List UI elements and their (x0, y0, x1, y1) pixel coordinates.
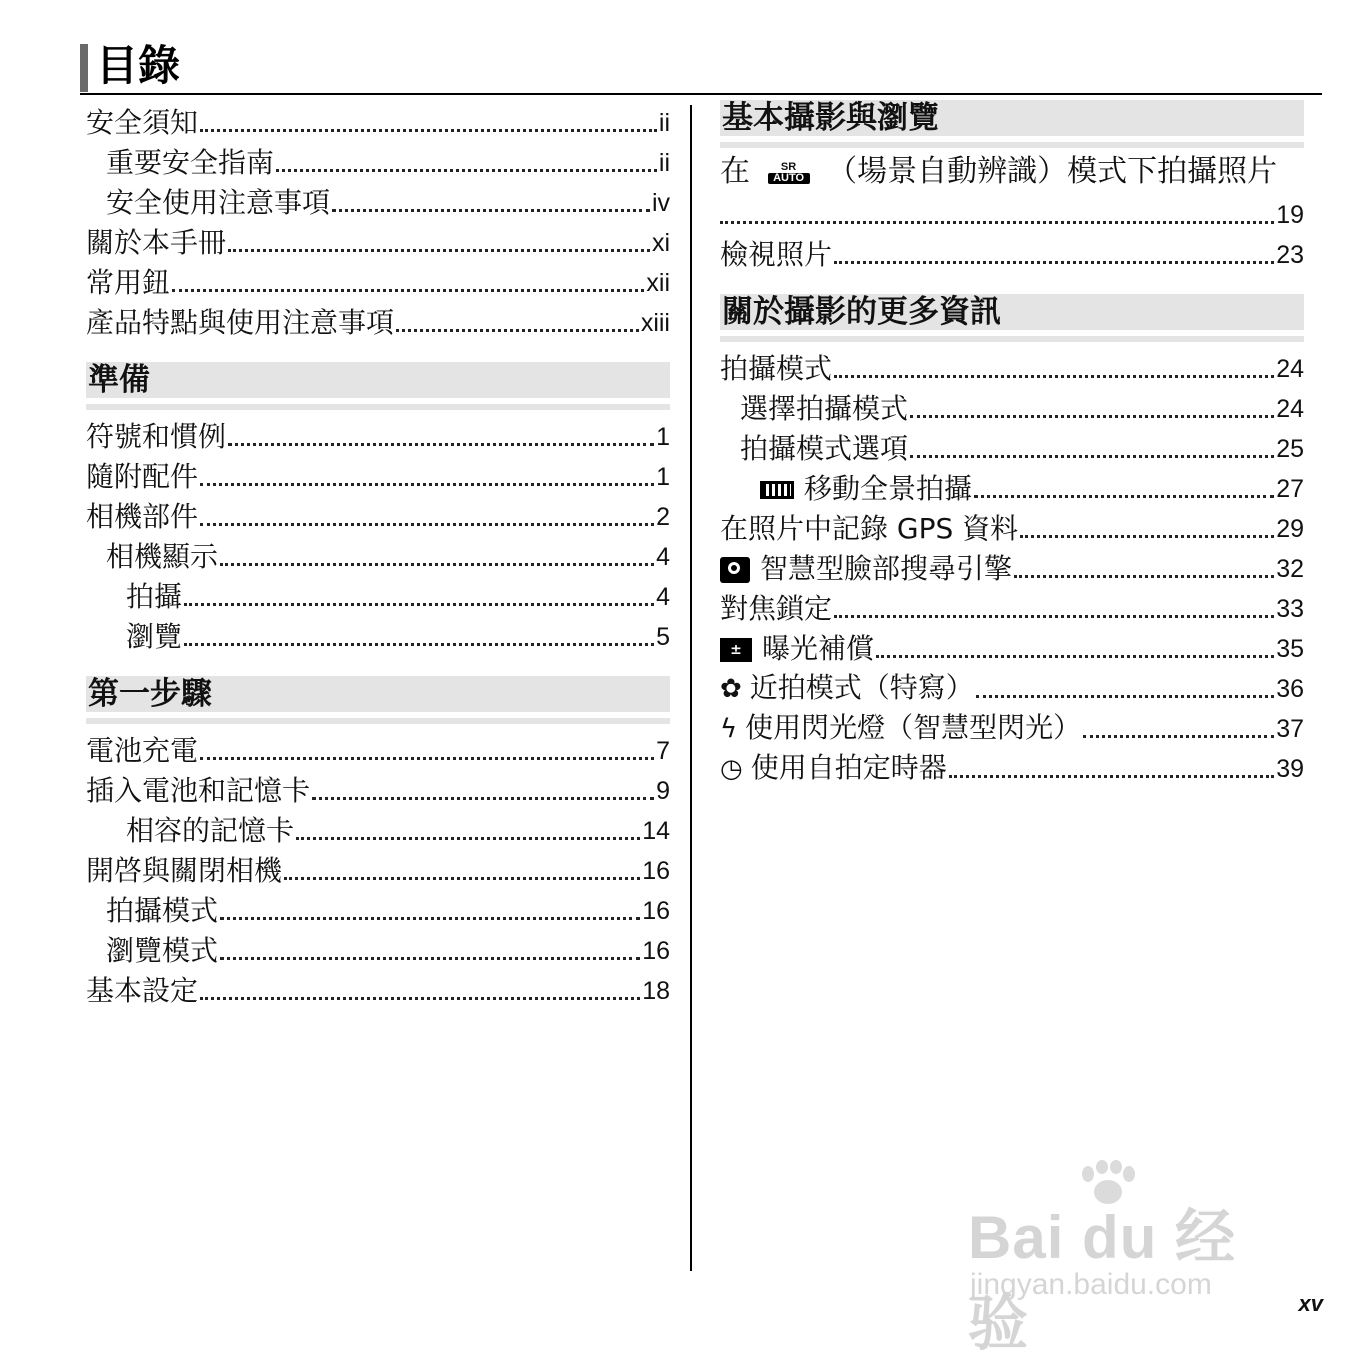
section-heading-first-steps: 第一步驟 (86, 676, 670, 718)
leader-dots (200, 483, 654, 486)
leader-dots (284, 877, 640, 880)
leader-dots (910, 455, 1274, 458)
entry-label: 拍攝 (126, 580, 183, 613)
leader-dots (276, 169, 657, 172)
entry-page: 35 (1276, 635, 1304, 663)
toc-entry[interactable] (86, 494, 670, 534)
leader-dots (876, 655, 1274, 658)
entry-page: xiii (640, 309, 670, 337)
toc-entry[interactable] (86, 260, 670, 300)
spacer (86, 654, 670, 676)
flash-icon: ϟ (720, 714, 738, 744)
entry-page: 16 (642, 857, 670, 885)
entry-page: iv (651, 189, 670, 217)
toc-entry[interactable] (86, 100, 670, 140)
leader-dots (200, 997, 640, 1000)
watermark-text: Bai du 经验 (968, 1204, 1237, 1357)
entry-label: 瀏覽模式 (106, 934, 219, 967)
right-column (720, 100, 1304, 786)
entry-page: 16 (642, 937, 670, 965)
toc-entry[interactable] (86, 808, 670, 848)
entry-label: 安全須知 (86, 106, 199, 139)
toc-entry[interactable] (86, 728, 670, 768)
toc-entry[interactable] (86, 768, 670, 808)
page-title: 目錄 (96, 41, 181, 90)
watermark (968, 1160, 1288, 1357)
leader-dots (834, 375, 1274, 378)
entry-page: 18 (642, 977, 670, 1005)
entry-page: 36 (1276, 675, 1304, 703)
macro-flower-icon: ✿ (720, 674, 742, 704)
entry-label: 在照片中記錄 GPS 資料 (720, 512, 1019, 545)
entry-page: xii (646, 269, 670, 297)
toc-entry[interactable] (720, 706, 1304, 746)
spacer (86, 340, 670, 362)
entry-label: 相機部件 (86, 500, 199, 533)
entry-label: 拍攝模式 (720, 352, 833, 385)
column-divider (690, 105, 692, 1271)
entry-label: 安全使用注意事項 (106, 186, 331, 219)
leader-dots (332, 209, 650, 212)
leader-dots (200, 129, 657, 132)
toc-entry[interactable] (86, 414, 670, 454)
toc-group-prep (86, 414, 670, 654)
entry-page: xi (651, 229, 670, 257)
toc-group-first-steps (86, 728, 670, 1008)
entry-page: 24 (1276, 355, 1304, 383)
section-heading-basic: 基本攝影與瀏覽 (720, 100, 1304, 142)
toc-entry[interactable] (720, 346, 1304, 386)
leader-dots (976, 695, 1274, 698)
exposure-compensation-icon: ± (720, 638, 752, 662)
toc-entry[interactable] (86, 614, 670, 654)
entry-page: ii (658, 109, 670, 137)
entry-label: 對焦鎖定 (720, 592, 833, 625)
entry-label: 重要安全指南 (106, 146, 275, 179)
leader-dots (834, 261, 1274, 264)
entry-label: ϟ 使用閃光燈（智慧型閃光） (720, 711, 1082, 744)
entry-label: 移動全景拍攝 (760, 472, 972, 506)
title-accent-bar (80, 44, 88, 92)
entry-page: 19 (1276, 201, 1304, 229)
entry-label: 瀏覽 (126, 620, 183, 653)
toc-entry[interactable] (86, 574, 670, 614)
entry-page: ii (658, 149, 670, 177)
toc-entry[interactable] (720, 546, 1304, 586)
toc-entry[interactable] (720, 386, 1304, 426)
leader-dots (184, 643, 654, 646)
toc-entry[interactable] (720, 626, 1304, 666)
leader-dots (720, 221, 1274, 224)
toc-entry[interactable] (86, 220, 670, 260)
toc-entry[interactable] (720, 746, 1304, 786)
self-timer-icon: ◷ (720, 754, 743, 784)
leader-dots (220, 957, 640, 960)
toc-entry[interactable] (86, 534, 670, 574)
leader-dots (172, 289, 644, 292)
entry-page: 4 (656, 543, 670, 571)
spacer (720, 272, 1304, 294)
toc-entry[interactable] (720, 426, 1304, 466)
leader-dots (949, 775, 1274, 778)
leader-dots (296, 837, 640, 840)
entry-label: 符號和慣例 (86, 420, 227, 453)
entry-label: 基本設定 (86, 974, 199, 1007)
leader-dots (312, 797, 654, 800)
entry-page: 14 (642, 817, 670, 845)
entry-label: 隨附配件 (86, 460, 199, 493)
entry-page: 24 (1276, 395, 1304, 423)
title-rule (80, 93, 1322, 95)
toc-entry[interactable] (86, 300, 670, 340)
page-number: xv (1298, 1291, 1323, 1316)
entry-label: 關於本手冊 (86, 226, 227, 259)
toc-entry[interactable] (720, 232, 1304, 272)
entry-page: 1 (656, 463, 670, 491)
leader-dots (184, 603, 654, 606)
entry-label-prefix: 在 (720, 154, 750, 189)
toc-group-top (86, 100, 670, 340)
entry-page: 16 (642, 897, 670, 925)
entry-page: 37 (1276, 715, 1304, 743)
leader-dots (1020, 535, 1274, 538)
entry-label: 開啓與關閉相機 (86, 854, 283, 887)
entry-label: ◷ 使用自拍定時器 (720, 751, 947, 784)
entry-label: 智慧型臉部搜尋引擎 (720, 552, 1012, 586)
leader-dots (834, 615, 1274, 618)
entry-page: 5 (656, 623, 670, 651)
toc-group-basic (720, 232, 1304, 272)
leader-dots (396, 329, 639, 332)
sr-auto-icon: SR AUTO (768, 162, 810, 184)
toc-entry[interactable] (720, 466, 1304, 506)
entry-label: 拍攝模式選項 (740, 432, 909, 465)
leader-dots (974, 495, 1274, 498)
leader-dots (220, 563, 654, 566)
entry-label: 選擇拍攝模式 (740, 392, 909, 425)
section-heading-more: 關於攝影的更多資訊 (720, 294, 1304, 336)
entry-page: 29 (1276, 515, 1304, 543)
leader-dots (228, 443, 654, 446)
entry-page: 25 (1276, 435, 1304, 463)
leader-dots (1014, 575, 1274, 578)
entry-page: 4 (656, 583, 670, 611)
entry-label: ± 曝光補償 (720, 632, 874, 666)
toc-entry[interactable] (86, 928, 670, 968)
face-detection-icon (720, 557, 750, 583)
entry-label: 插入電池和記憶卡 (86, 774, 311, 807)
leader-dots (200, 523, 654, 526)
toc-entry[interactable] (86, 848, 670, 888)
entry-label: 拍攝模式 (106, 894, 219, 927)
entry-page: 27 (1276, 475, 1304, 503)
entry-label: 相容的記憶卡 (126, 814, 295, 847)
panorama-icon (760, 481, 794, 499)
entry-label: 常用鈕 (86, 266, 171, 299)
entry-page: 33 (1276, 595, 1304, 623)
left-column (86, 100, 670, 1008)
toc-entry[interactable] (86, 888, 670, 928)
entry-page: 23 (1276, 241, 1304, 269)
entry-label: 相機顯示 (106, 540, 219, 573)
entry-label: 檢視照片 (720, 238, 833, 271)
section-heading-prep: 準備 (86, 362, 670, 404)
toc-entry[interactable] (86, 968, 670, 1008)
leader-dots (1083, 735, 1274, 738)
entry-label: 產品特點與使用注意事項 (86, 306, 395, 339)
entry-label-suffix: （場景自動辨識）模式下拍攝照片 (827, 154, 1278, 189)
toc-entry[interactable] (86, 140, 670, 180)
toc-entry-auto-mode[interactable] (720, 152, 1304, 192)
watermark-url: jingyan.baidu.com (970, 1268, 1212, 1301)
entry-page: 2 (656, 503, 670, 531)
toc-entry[interactable] (720, 586, 1304, 626)
toc-entry[interactable] (720, 506, 1304, 546)
entry-page: 1 (656, 423, 670, 451)
entry-page: 32 (1276, 555, 1304, 583)
toc-entry[interactable] (86, 454, 670, 494)
leader-dots (910, 415, 1274, 418)
entry-label: ✿ 近拍模式（特寫） (720, 671, 974, 704)
entry-page: 7 (656, 737, 670, 765)
toc-entry[interactable] (720, 666, 1304, 706)
toc-group-more (720, 346, 1304, 786)
entry-label: 電池充電 (86, 734, 199, 767)
entry-page: 9 (656, 777, 670, 805)
leader-dots (228, 249, 650, 252)
leader-dots (200, 757, 654, 760)
toc-entry-auto-mode-page[interactable] (720, 192, 1304, 232)
entry-page: 39 (1276, 755, 1304, 783)
toc-entry[interactable] (86, 180, 670, 220)
leader-dots (220, 917, 640, 920)
